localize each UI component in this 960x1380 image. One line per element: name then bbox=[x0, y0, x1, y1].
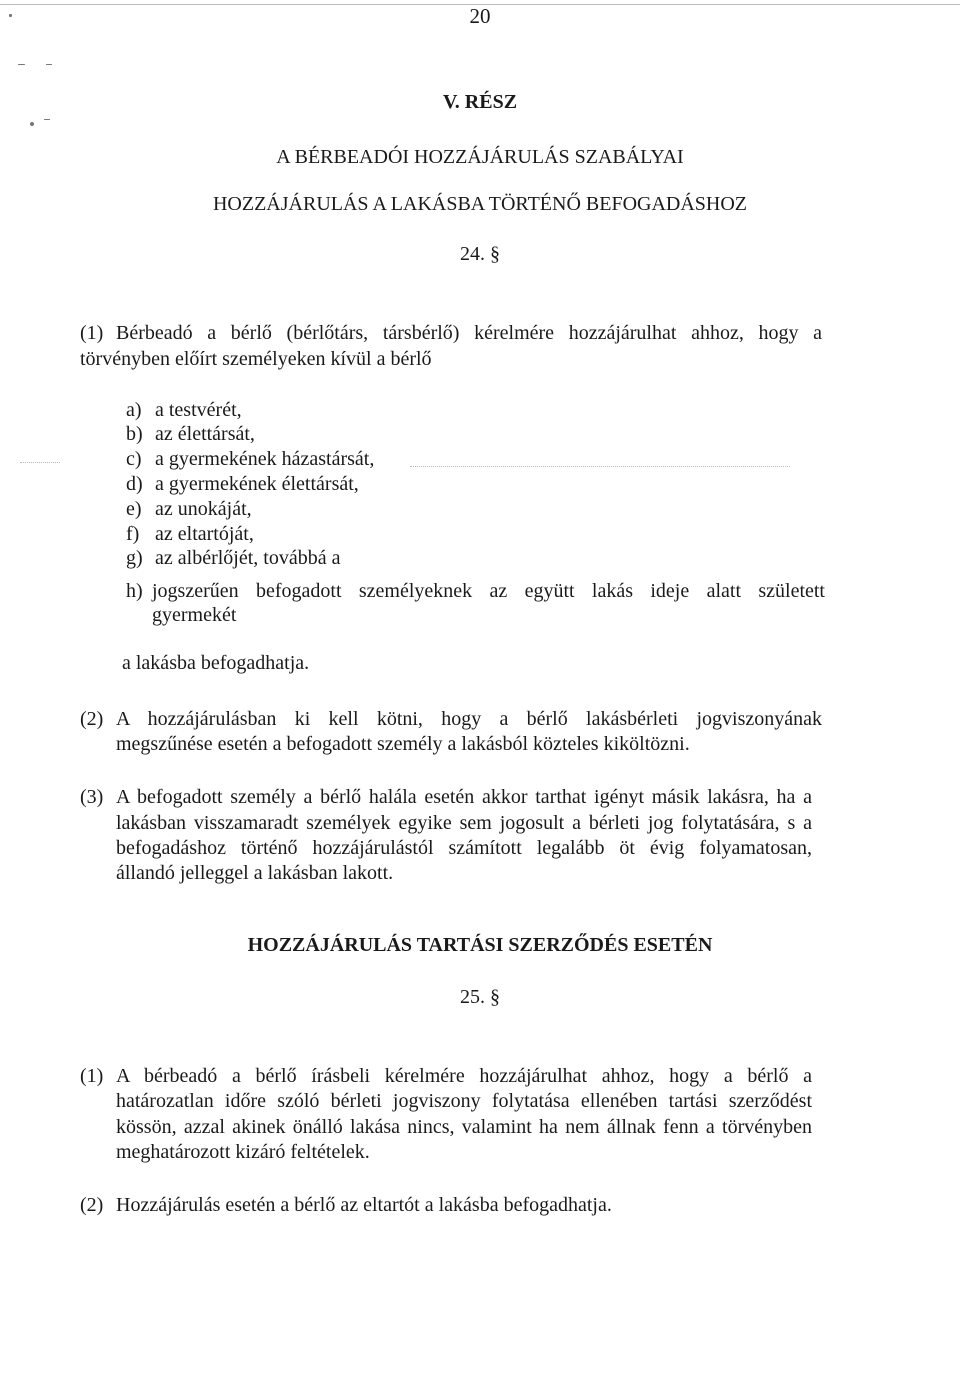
list-item-letter: f) bbox=[126, 523, 140, 545]
paragraph-24-1-line: Bérbeadó a bérlő (bérlőtárs, társbérlő) kérelmére hozzájárulhat ahhoz, hogy a bbox=[116, 322, 822, 344]
paragraph-24-1-line: törvényben előírt személyeken kívül a bérlő bbox=[80, 348, 432, 370]
paragraph-24-3-line: A befogadott személy a bérlő halála esetén akkor tarthat igényt másik lakásra, ha a bbox=[116, 786, 812, 808]
paragraph-heading-25: 25. § bbox=[460, 986, 500, 1008]
paragraph-24-2-number: (2) bbox=[80, 708, 104, 730]
subsection-title: HOZZÁJÁRULÁS TARTÁSI SZERZŐDÉS ESETÉN bbox=[247, 934, 713, 956]
scan-speck bbox=[18, 64, 25, 65]
paragraph-24-1-number: (1) bbox=[80, 322, 104, 344]
scan-artifact-line bbox=[20, 462, 60, 463]
scan-speck bbox=[46, 64, 52, 65]
part-title: V. RÉSZ bbox=[442, 91, 518, 113]
list-item: jogszerűen befogadott személyeknek az együtt lakás ideje alatt született bbox=[152, 580, 825, 602]
paragraph-25-1-number: (1) bbox=[80, 1065, 104, 1087]
scan-speck bbox=[30, 122, 34, 126]
paragraph-25-2-number: (2) bbox=[80, 1194, 104, 1216]
paragraph-heading-24: 24. § bbox=[460, 243, 500, 265]
list-item: a testvérét, bbox=[155, 399, 242, 421]
list-item-letter: d) bbox=[126, 473, 143, 495]
paragraph-24-1-closing: a lakásba befogadhatja. bbox=[122, 652, 310, 674]
paragraph-25-1-line: határozatlan időre szóló bérleti jogviszony folytatása ellenében tartási szerződést bbox=[116, 1090, 812, 1112]
list-item: az eltartóját, bbox=[155, 523, 254, 545]
paragraph-25-1-line: meghatározott kizáró feltételek. bbox=[116, 1141, 370, 1163]
list-item-letter: b) bbox=[126, 423, 143, 445]
list-item-letter: g) bbox=[126, 547, 143, 569]
subsection-title: HOZZÁJÁRULÁS A LAKÁSBA TÖRTÉNŐ BEFOGADÁSHOZ bbox=[212, 193, 748, 215]
paragraph-24-3-number: (3) bbox=[80, 786, 104, 808]
list-item-letter: e) bbox=[126, 498, 142, 520]
paragraph-25-1-line: A bérbeadó a bérlő írásbeli kérelmére hozzájárulhat ahhoz, hogy a bérlő a bbox=[116, 1065, 812, 1087]
paragraph-24-3-line: állandó jelleggel a lakásban lakott. bbox=[116, 862, 394, 884]
list-item: az unokáját, bbox=[155, 498, 252, 520]
scan-artifact-line bbox=[410, 466, 790, 467]
list-item-letter: c) bbox=[126, 448, 142, 470]
list-item-continuation: gyermekét bbox=[152, 604, 237, 626]
paragraph-25-2-line: Hozzájárulás esetén a bérlő az eltartót a lakásba befogadhatja. bbox=[116, 1194, 612, 1216]
paragraph-24-2-line: A hozzájárulásban ki kell kötni, hogy a bérlő lakásbérleti jogviszonyának bbox=[116, 708, 822, 730]
list-item: az albérlőjét, továbbá a bbox=[155, 547, 341, 569]
list-item-letter: h) bbox=[126, 580, 143, 602]
scan-speck bbox=[44, 119, 50, 120]
section-title: A BÉRBEADÓI HOZZÁJÁRULÁS SZABÁLYAI bbox=[276, 146, 684, 168]
paragraph-25-1-line: kössön, azzal akinek önálló lakása nincs, valamint ha nem állnak fenn a törvényben bbox=[116, 1116, 812, 1138]
page-number: 20 bbox=[469, 4, 491, 28]
paragraph-24-3-line: lakásban visszamaradt személyek egyike sem jogosult a bérleti jog folytatására, s a bbox=[116, 812, 812, 834]
paragraph-24-2-line: megszűnése esetén a befogadott személy a lakásból közteles kiköltözni. bbox=[116, 733, 690, 755]
paragraph-24-3-line: befogadáshoz történő hozzájárulástól számított legalább öt évig folyamatosan, bbox=[116, 837, 812, 859]
list-item: az élettársát, bbox=[155, 423, 255, 445]
list-item: a gyermekének házastársát, bbox=[155, 448, 375, 470]
list-item: a gyermekének élettársát, bbox=[155, 473, 359, 495]
list-item-letter: a) bbox=[126, 399, 142, 421]
